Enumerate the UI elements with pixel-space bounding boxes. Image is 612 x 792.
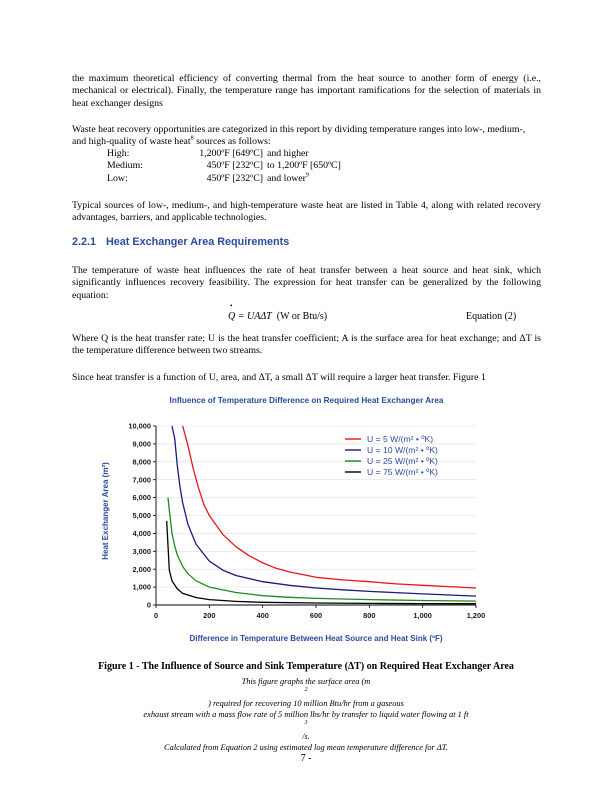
y-tick-label: 3,000	[132, 546, 151, 556]
x-tick-label: 0	[153, 611, 159, 620]
heat-rate-symbol: • Q	[228, 311, 235, 322]
chart	[80, 408, 540, 648]
legend-label: U = 75 W/(m² • ºK)	[367, 467, 438, 477]
figure-caption-body: This figure graphs the surface area (m $^2$ ) required for recovering 10 million Btu/hr from a gaseous exhaust stream with a mass flow rate of 5 million lbs/hr by transfer to liquid water flowing at 1 ft $^3$ /s. Calculated from Equation 2 using estimated log mean temperature difference for ΔT.	[143, 677, 469, 752]
equation-units: (W or Btu/s)	[276, 311, 328, 322]
section-title: Heat Exchanger Area Requirements	[106, 236, 290, 248]
y-axis-title: Heat Exchanger Area (m²)	[101, 462, 110, 560]
y-tick-label: 6,000	[132, 493, 151, 503]
chart-title: Influence of Temperature Difference on Required Heat Exchanger Area	[169, 396, 444, 405]
x-axis-title: Difference in Temperature Between Heat Source and Heat Sink (ºF)	[189, 634, 443, 643]
y-tick-label: 1,000	[132, 582, 151, 592]
y-tick-label: 7,000	[132, 475, 151, 485]
y-tick-label: 2,000	[132, 564, 151, 574]
table-row: Medium: 450ºF [232ºC] to 1,200ºF [650ºC]	[107, 160, 341, 172]
categories-paragraph: Waste heat recovery opportunities are categorized in this report by dividing temperature ranges into low-, medium-, and high-quality of waste heat$^8$ sources as follows:	[72, 124, 526, 148]
legend-label: U = 10 W/(m² • ºK)	[367, 445, 438, 455]
table-row: High: 1,200ºF [649ºC] and higher	[107, 148, 309, 159]
section-number: 2.2.1	[72, 236, 97, 248]
y-tick-label: 10,000	[128, 421, 151, 431]
y-tick-label: 5,000	[132, 511, 151, 521]
y-tick-label: 9,000	[132, 439, 151, 449]
x-tick-label: 1,000	[413, 611, 432, 620]
x-tick-label: 200	[203, 611, 216, 620]
legend-label: U = 5 W/(m² • ºK)	[367, 434, 434, 444]
y-tick-label: 4,000	[132, 529, 151, 538]
page-number: 7 -	[300, 753, 312, 764]
equation: • Q = UAΔT (W or Btu/s)	[228, 311, 327, 322]
since-paragraph: Since heat transfer is a function of U, area, and ΔT, a small ΔT will require a larger heat transfer. Figure 1	[72, 372, 486, 383]
table-row: Low: 450ºF [232ºC] and lower$^9$	[107, 172, 309, 184]
x-tick-label: 400	[256, 611, 269, 620]
typical-paragraph: Typical sources of low-, medium-, and high-temperature waste heat are listed in Table 4, along with related recovery advantages, barriers, and applicable technologies.	[72, 200, 541, 224]
equation-label: Equation (2)	[466, 311, 517, 322]
intro-paragraph: the maximum theoretical efficiency of converting thermal from the heat source to another form of energy (i.e., mechanical or electrical). Finally, the temperature range has important ramifications for the selection of materials in heat exchanger designs	[72, 73, 541, 109]
x-tick-label: 1,200	[466, 611, 486, 620]
x-tick-label: 600	[309, 611, 323, 620]
y-tick-label: 0	[146, 600, 151, 610]
section-paragraph: The temperature of waste heat influences the rate of heat transfer between a heat source and heat sink, which significantly influences recovery feasibility. The expression for heat transfer can be generalized by the following equation:	[72, 265, 541, 301]
legend-label: U = 25 W/(m² • ºK)	[367, 456, 438, 466]
where-paragraph: Where Q is the heat transfer rate; U is the heat transfer coefficient; A is the surface area for heat exchange; and ΔT is the temperature difference between two streams.	[72, 333, 541, 357]
figure-caption-title: Figure 1 - The Influence of Source and Sink Temperature (ΔT) on Required Heat Exchanger Area	[98, 661, 514, 672]
section-heading	[72, 236, 289, 248]
x-tick-label: 800	[363, 611, 376, 620]
temperature-table	[107, 148, 507, 185]
y-tick-label: 8,000	[132, 457, 151, 467]
